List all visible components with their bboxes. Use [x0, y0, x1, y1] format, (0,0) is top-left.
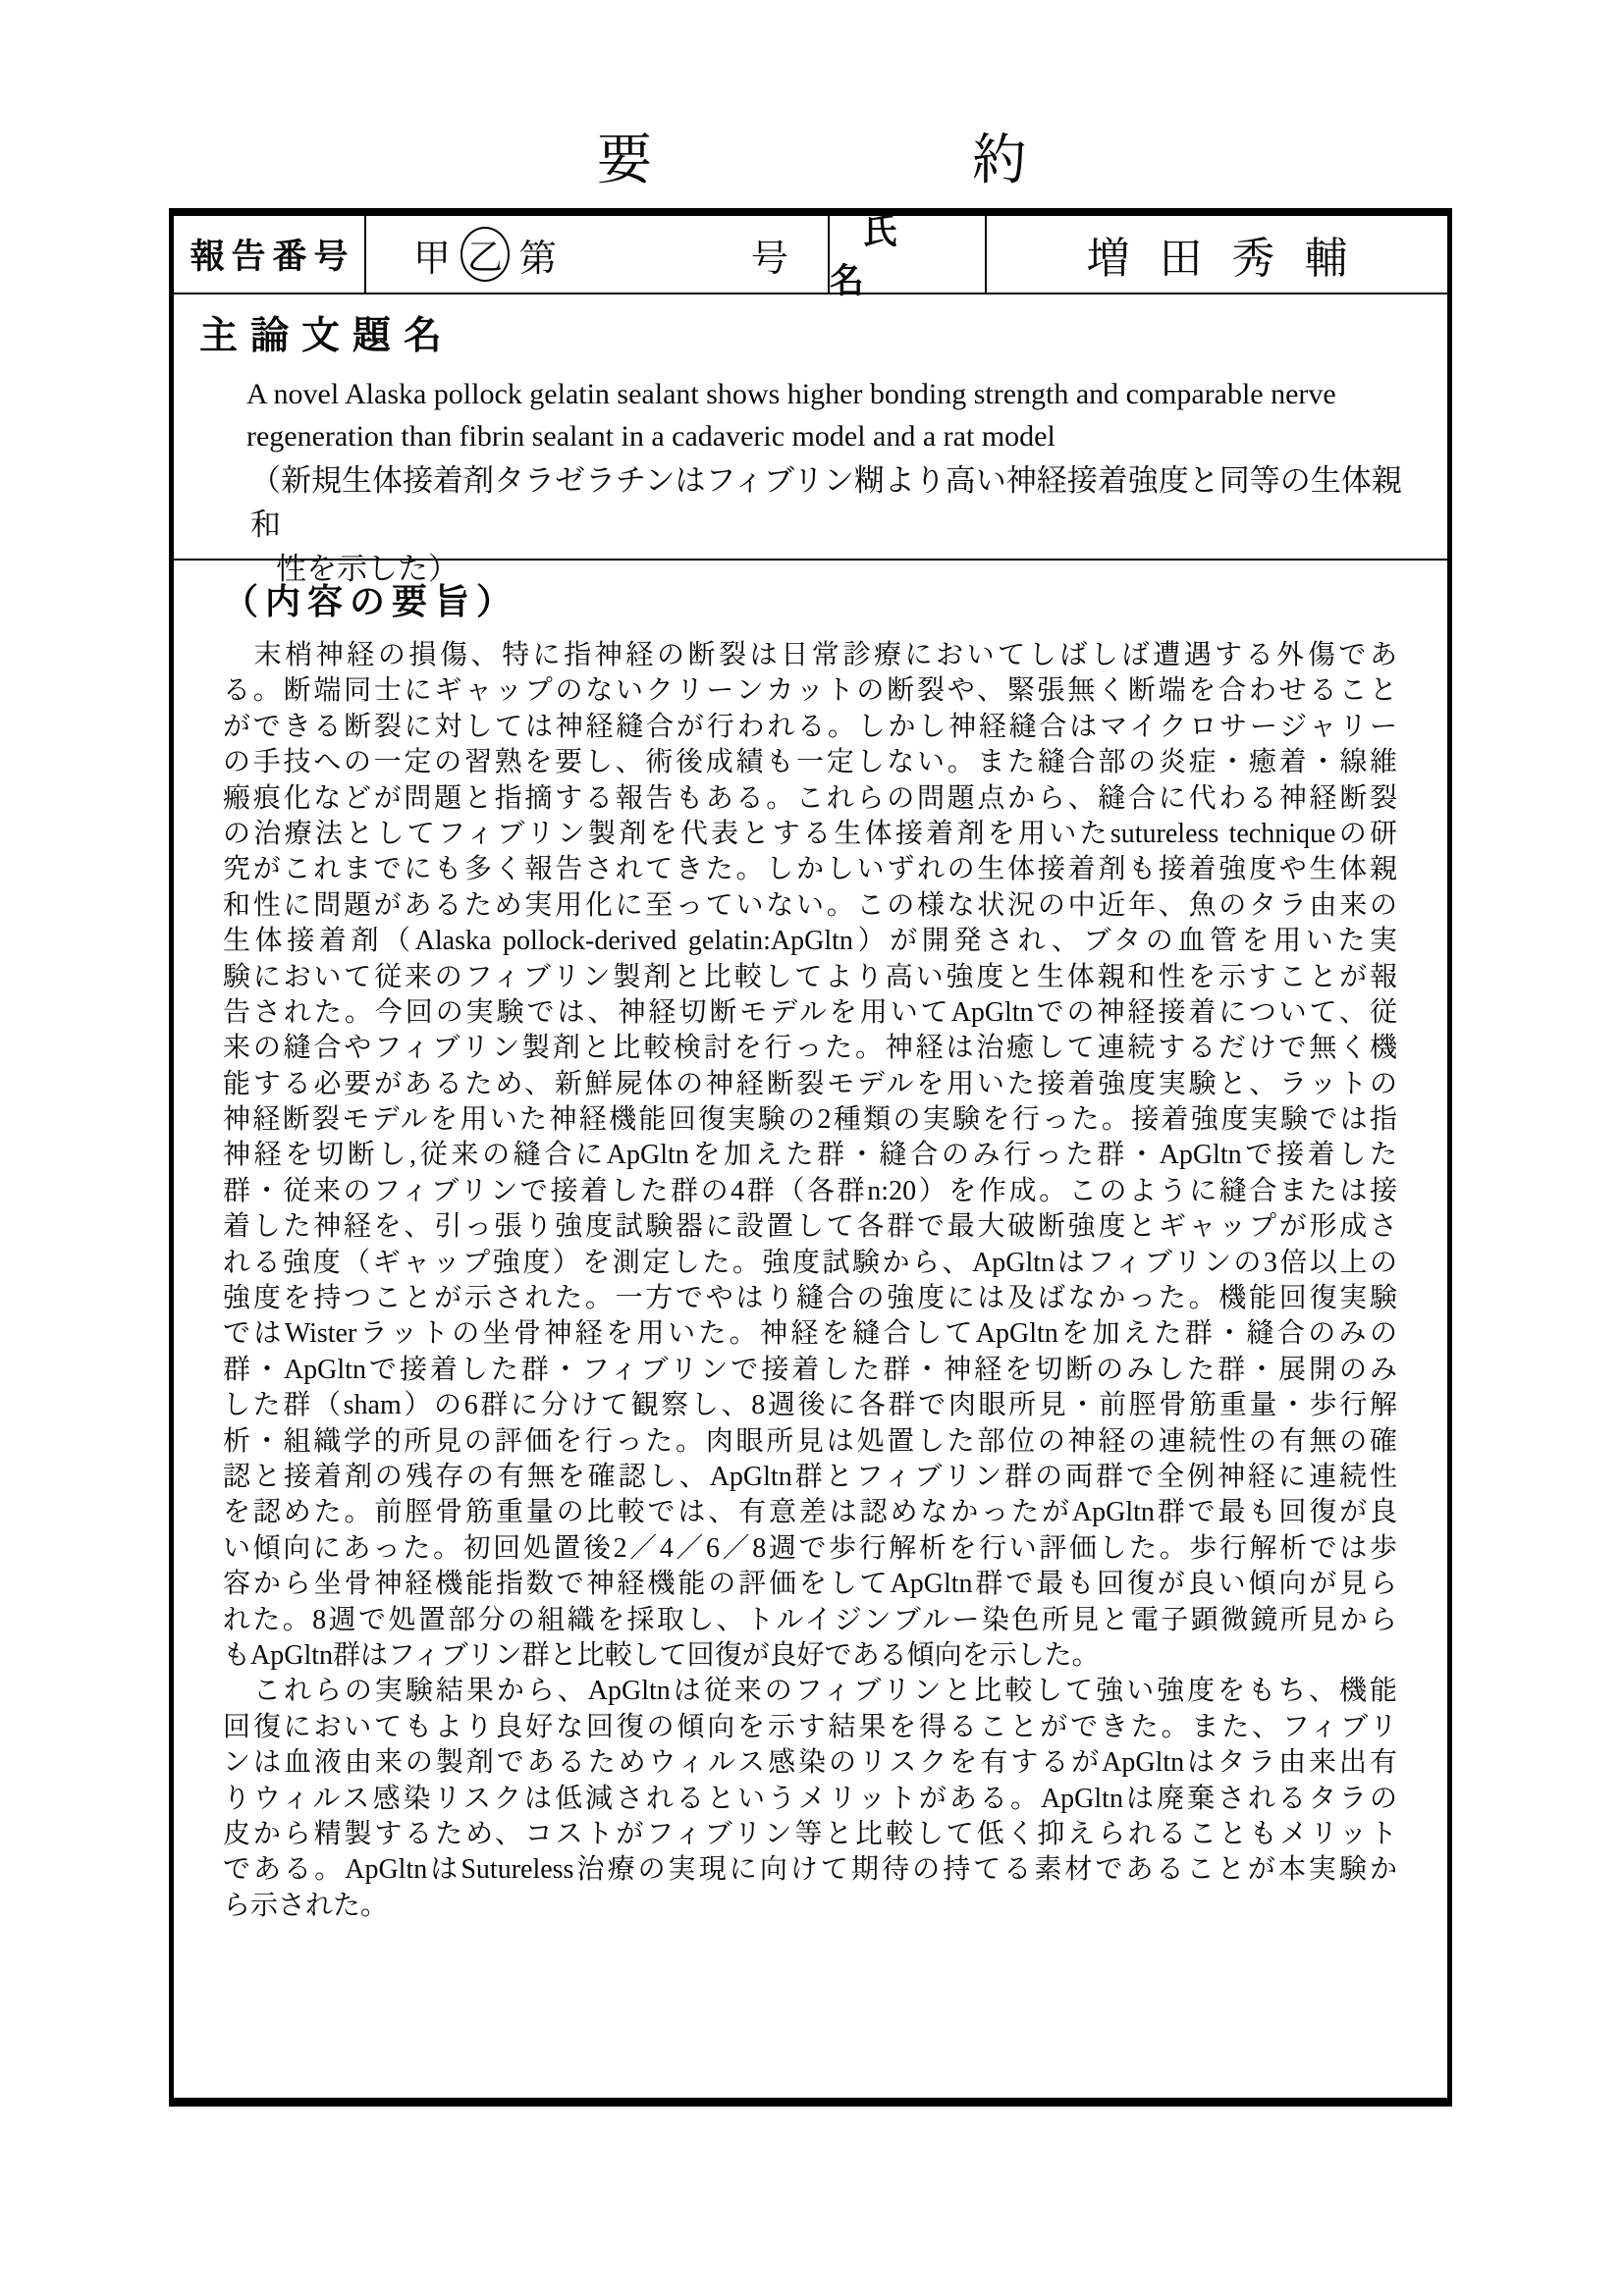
thesis-title-english-line: regeneration than fibrin sealant in a cadaveric model and a rat model: [246, 420, 1056, 453]
abstract-line: もApGltn群はフィブリン群と比較して回復が良好である傾向を示した。: [223, 1639, 1100, 1671]
abstract-line: 末梢神経の損傷、特に指神経の断裂は日常診療においてしばしば遭遇する外傷であ: [223, 640, 1397, 670]
thesis-title-japanese-line: 性を示した）: [276, 552, 459, 586]
thesis-title-label: 主論文題名: [199, 315, 456, 357]
report-number-cell: [366, 216, 830, 293]
page-title-char: 約: [972, 131, 1027, 191]
abstract-heading: （内容の要旨）: [223, 581, 519, 621]
abstract-line: 瘢痕化などが問題と指摘する報告もある。これらの問題点から、縫合に代わる神経断裂: [223, 782, 1397, 814]
abstract-line: 験において従来のフィブリン製剤と比較してより高い強度と生体親和性を示すことが報: [223, 961, 1397, 992]
name-value: 増田秀輔: [1086, 235, 1378, 283]
abstract-line: である。ApGltnはSutureless治療の実現に向けて期待の持てる素材であることが本実験か: [223, 1854, 1397, 1886]
abstract-line: 容から坐骨神経機能指数で神経機能の評価をしてApGltn群で最も回復が良い傾向が見ら: [223, 1569, 1397, 1600]
abstract-line: 強度を持つことが示された。一方でやはり縫合の強度には及ばなかった。機能回復実験: [223, 1283, 1397, 1314]
abstract-line: 来の縫合やフィブリン製剤と比較検討を行った。神経は治癒して連続するだけで無く機: [223, 1033, 1397, 1064]
thesis-title-english: [246, 373, 1405, 457]
abstract-line: れた。8週で処置部分の組織を採取し、トルイジンブルー染色所見と電子顕微鏡所見から: [223, 1604, 1397, 1635]
abstract-line: の手技への一定の習熟を要し、術後成績も一定しない。また縫合部の炎症・癒着・線維: [223, 747, 1397, 778]
abstract-line: りウィルス感染リスクは低減されるというメリットがある。ApGltnは廃棄されるタラの: [223, 1783, 1397, 1814]
abstract-line: ができる断裂に対しては神経縫合が行われる。しかし神経縫合はマイクロサージャリー: [223, 711, 1397, 742]
abstract-section: [174, 561, 1447, 1924]
abstract-line: 神経を切断し,従来の縫合にApGltnを加えた群・縫合のみ行った群・ApGltnで接着した: [223, 1140, 1397, 1171]
abstract-line: これらの実験結果から、ApGltnは従来のフィブリンと比較して強い強度をもち、機能: [223, 1676, 1397, 1707]
report-type-otsu-circled: 乙: [460, 227, 510, 282]
abstract-line: ら示された。: [223, 1890, 389, 1921]
abstract-line: の治療法としてフィブリン製剤を代表とする生体接着剤を用いたsutureless techniqueの研: [223, 818, 1397, 849]
abstract-line: 着した神経を、引っ張り強度試験器に設置して各群で最大破断強度とギャップが形成さ: [223, 1211, 1397, 1243]
abstract-line: を認めた。前脛骨筋重量の比較では、有意差は認めなかったがApGltn群で最も回復が良: [223, 1497, 1397, 1528]
report-type-kou: 甲: [413, 238, 452, 280]
abstract-body: [223, 638, 1397, 1924]
abstract-line: 群・従来のフィブリンで接着した群の4群（各群n:20）を作成。このように縫合または接: [223, 1175, 1397, 1206]
abstract-line: れる強度（ギャップ強度）を測定した。強度試験から、ApGltnはフィブリンの3倍以上の: [223, 1247, 1397, 1278]
thesis-title-section: [174, 294, 1447, 586]
abstract-line: 能する必要があるため、新鮮屍体の神経断裂モデルを用いた接着強度実験と、ラットの: [223, 1068, 1397, 1099]
report-number-label: 報告番号: [174, 216, 366, 293]
report-gou: 号: [750, 238, 788, 280]
abstract-line: 認と接着剤の残存の有無を確認し、ApGltn群とフィブリン群の両群で全例神経に連続性: [223, 1461, 1397, 1492]
abstract-line: る。断端同士にギャップのないクリーンカットの断裂や、緊張無く断端を合わせること: [223, 675, 1397, 707]
page-title-row: [0, 132, 1624, 190]
abstract-line: 和性に問題があるため実用化に至っていない。この様な状況の中近年、魚のタラ由来の: [223, 889, 1397, 921]
page-title-char: 要: [597, 131, 652, 191]
abstract-line: 皮から精製するため、コストがフィブリン等と比較して低く抑えられることもメリット: [223, 1818, 1397, 1849]
page-title: [597, 132, 1027, 190]
abstract-line: ンは血液由来の製剤であるためウィルス感染のリスクを有するがApGltnはタラ由来出有: [223, 1747, 1397, 1779]
abstract-line: 神経断裂モデルを用いた神経機能回復実験の2種類の実験を行った。接着強度実験では指: [223, 1104, 1397, 1136]
abstract-line: 析・組織学的所見の評価を行った。肉眼所見は処置した部位の神経の連続性の有無の確: [223, 1425, 1397, 1457]
abstract-line: い傾向にあった。初回処置後2／4／6／8週で歩行解析を行い評価した。歩行解析では歩: [223, 1532, 1397, 1564]
abstract-form-box: [169, 208, 1452, 2107]
name-label: 氏名: [830, 216, 987, 293]
thesis-title-english-line: A novel Alaska pollock gelatin sealant shows higher bonding strength and comparable nerve: [246, 378, 1336, 410]
abstract-line: した群（sham）の6群に分けて観察し、8週後に各群で肉眼所見・前脛骨筋重量・歩行解: [223, 1390, 1397, 1421]
abstract-line: 告された。今回の実験では、神経切断モデルを用いてApGltnでの神経接着について、従: [223, 996, 1397, 1028]
thesis-title-japanese-line: （新規生体接着剤タラゼラチンはフィブリン糊より高い神経接着強度と同等の生体親和: [250, 463, 1402, 542]
abstract-line: 回復においてもより良好な回復の傾向を示す結果を得ることができた。また、フィブリ: [223, 1711, 1397, 1742]
abstract-line: 生体接着剤（Alaska pollock-derived gelatin:ApGltn）が開発され、ブタの血管を用いた実: [223, 926, 1397, 957]
abstract-line: ではWisterラットの坐骨神経を用いた。神経を縫合してApGltnを加えた群・縫合のみの: [223, 1318, 1397, 1350]
abstract-line: 群・ApGltnで接着した群・フィブリンで接着した群・神経を切断のみした群・展開のみ: [223, 1354, 1397, 1385]
report-dai: 第: [519, 238, 558, 280]
header-row: [174, 213, 1447, 300]
abstract-line: 究がこれまでにも多く報告されてきた。しかしいずれの生体接着剤も接着強度や生体親: [223, 854, 1397, 885]
